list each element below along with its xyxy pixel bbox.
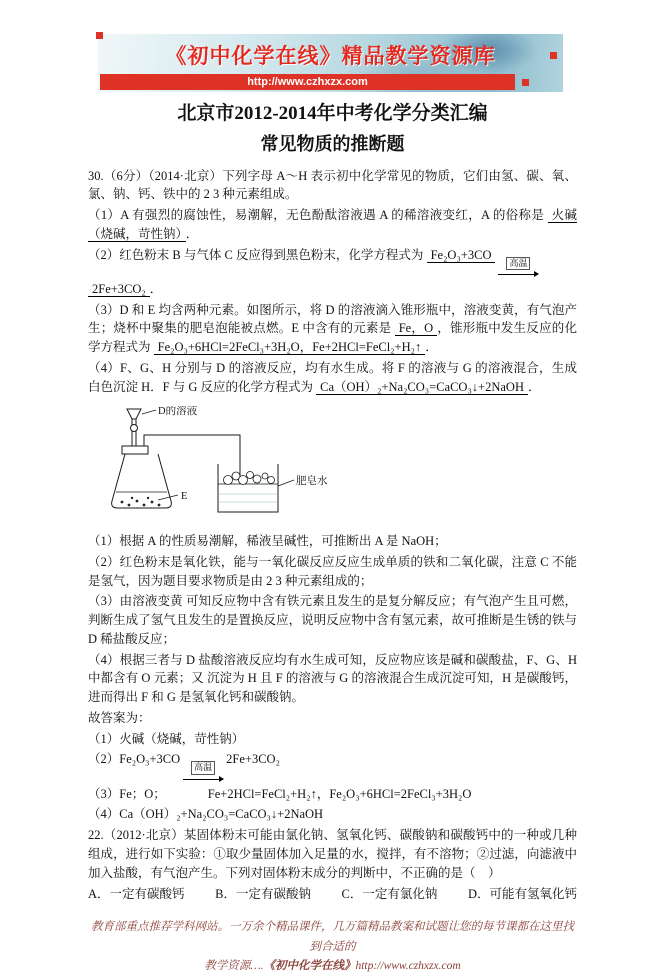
analysis-point-1: （1）根据 A 的性质易潮解，稀液呈碱性，可推断出 A 是 NaOH； [88, 534, 447, 548]
q30-part4-answer: Ca（OH）₂+Na₂CO₃=CaCO₃↓+2NaOH [316, 380, 528, 395]
q30-part3-answer1: Fe，O [395, 321, 437, 336]
answer-2 [88, 750, 577, 782]
option-b: B．一定有碳酸钠 [215, 887, 311, 902]
answer-3 [88, 785, 577, 804]
banner-title: 《初中化学在线》精品教学资源库 [165, 44, 496, 68]
q30-part3-answer2: Fe₂O₃+6HCl=2FeCl₃+3H₂O，Fe+2HCl=FeCl₂+H₂↑ [154, 340, 426, 355]
footer-line-2 [88, 957, 577, 977]
stopper-icon [122, 446, 148, 454]
answer-2-rhs: 2Fe+3CO₂ [226, 752, 280, 767]
q30-part2-text: （2）红色粉末 B 与气体 C 反应得到黑色粉末，化学方程式为 [88, 247, 424, 262]
dropping-funnel-icon [127, 409, 141, 419]
apparatus-figure [92, 406, 577, 526]
analysis-point-3: （3）由溶液变黄 可知反应物中含有铁元素且发生的是复分解反应；有气泡产生且可燃，判断生成了氢气且发生的是置换反应，说明反应物中含有氢元素，故可推断是生锈的铁与 D 稀盐酸反应； [88, 594, 577, 646]
label-soap-water: 肥皂水 [296, 476, 328, 488]
q30-stem: 30.（6分）（2014·北京）下列字母 A～H 表示初中化学常见的物质，它们由氢、碳、氧、氯、钠、钙、铁中的 2 3 种元素组成。 [88, 168, 577, 202]
label-d-solution: D的溶液 [158, 406, 198, 418]
q30-part2 [88, 246, 577, 278]
page-title: 北京市2012-2014年中考化学分类汇编 [177, 103, 488, 124]
answer-2-lhs: （2）Fe₂O₃+3CO [88, 752, 181, 767]
decor-square-icon [96, 32, 103, 39]
q30-part3 [88, 301, 577, 357]
answer-3-equations: Fe+2HCl=FeCl₂+H₂↑，Fe₂O₃+6HCl=2FeCl₃+3H₂O [207, 786, 472, 801]
solid-sample-icon [121, 497, 161, 507]
answer-1: （1）火碱（烧碱，苛性钠） [88, 731, 245, 746]
period: ． [185, 226, 199, 241]
q30-part1-answer: 火碱（烧碱，苛性钠） [88, 208, 577, 241]
option-c: C．一定有氯化钠 [341, 887, 438, 902]
answer-3-elements: （3）Fe；O； [88, 786, 166, 801]
footer-site-name: 《初中化学在线》 [263, 960, 356, 973]
q30-part2-result [88, 280, 577, 299]
beaker-icon [218, 464, 278, 512]
apparatus-diagram [92, 406, 344, 520]
answers-header: 故答案为： [88, 710, 151, 725]
footer-line-1: 教育部重点推荐学科网站。一万余个精品课件，几万篇精品教案和试题让您的每节课都在这里找到合适的 [91, 921, 574, 953]
analysis-point-2: （2）红色粉末是氧化铁，能与一氧化碳反应反应生成单质的铁和二氧化碳，注意 C 不能是氢气，因为题目要求物质是由 2 3 种元素组成的； [88, 554, 577, 588]
decor-square-icon [522, 79, 529, 86]
q30-part2-equation-rhs: 2Fe+3CO₂ [88, 282, 150, 297]
site-banner [98, 34, 563, 92]
q30-part4-text: （4）F、G、H 分别与 D 的溶液反应，均有水生成。将 F 的溶液与 G 的溶液混合，生成白色沉淀 H．F 与 G 反应的化学方程式为 [88, 360, 577, 394]
q30-part4 [88, 359, 577, 397]
q30-part3-text: （3）D 和 E 均含两种元素。如图所示，将 D 的溶液滴入锥形瓶中，溶液变黄，有气泡产生；烧杯中聚集的肥皂泡能被点燃。E 中含有的元素是 [88, 302, 577, 336]
page-footer [88, 918, 577, 977]
q22-stem: 22.（2012·北京）某固体粉末可能由氯化钠、氢氧化钙、碳酸钠和碳酸钙中的一种或几种组成，进行如下实验：①取少量固体加入足量的水，搅拌，有不溶物；②过滤，向滤液中加入盐酸，有气泡产生。下列对固体粉末成分的判断中，不正确的是（ ） [88, 828, 577, 880]
q22-options [88, 885, 577, 904]
condition-label: 高温 [506, 257, 530, 270]
soap-bubbles-icon [224, 472, 275, 485]
option-a: A．一定有碳酸钙 [88, 887, 185, 902]
q30-part3-mid: ，锥形瓶中发生反应的化学方程式为 [88, 321, 577, 354]
exam-document [0, 34, 661, 977]
reaction-arrow-icon [183, 775, 223, 780]
option-d: D．可能有氢氧化钙 [467, 887, 577, 902]
conical-flask-icon [112, 454, 172, 508]
document-body [88, 100, 577, 977]
banner-url-link[interactable]: http://www.czhxzx.com [247, 76, 368, 88]
q30-part2-equation-lhs: Fe₂O₃+3CO [427, 248, 496, 263]
period: ． [425, 340, 438, 354]
period: ． [149, 281, 163, 296]
reaction-arrow-icon [498, 270, 538, 275]
q30-part1 [88, 206, 577, 244]
condition-label: 高温 [191, 761, 215, 774]
page-subtitle: 常见物质的推断题 [260, 133, 405, 154]
banner-url-strip[interactable] [100, 74, 515, 90]
analysis-point-4: （4）根据三者与 D 盐酸溶液反应均有水生成可知，反应物应该是碱和碳酸盐，F、G、H 中都含有 O 元素；又 沉淀为 H 且 F 的溶液与 G 的溶液混合生成沉淀可知，H 是碳酸钙，进而得出 F 和 G 是氢氧化钙和碳酸钠。 [88, 652, 577, 704]
period: ． [527, 379, 541, 394]
reaction-condition [498, 257, 538, 278]
answer-4: （4）Ca（OH）₂+Na₂CO₃=CaCO₃↓+2NaOH [88, 807, 324, 822]
footer-resources-text: 教学资源…. [204, 960, 264, 973]
reaction-condition [183, 761, 223, 782]
q30-part1-text: （1）A 有强烈的腐蚀性，易潮解，无色酚酞溶液遇 A 的稀溶液变红，A 的俗称是 [88, 208, 545, 222]
label-solid-e: E [181, 491, 188, 503]
footer-url-link[interactable]: http://www.czhxzx.com [355, 960, 461, 973]
